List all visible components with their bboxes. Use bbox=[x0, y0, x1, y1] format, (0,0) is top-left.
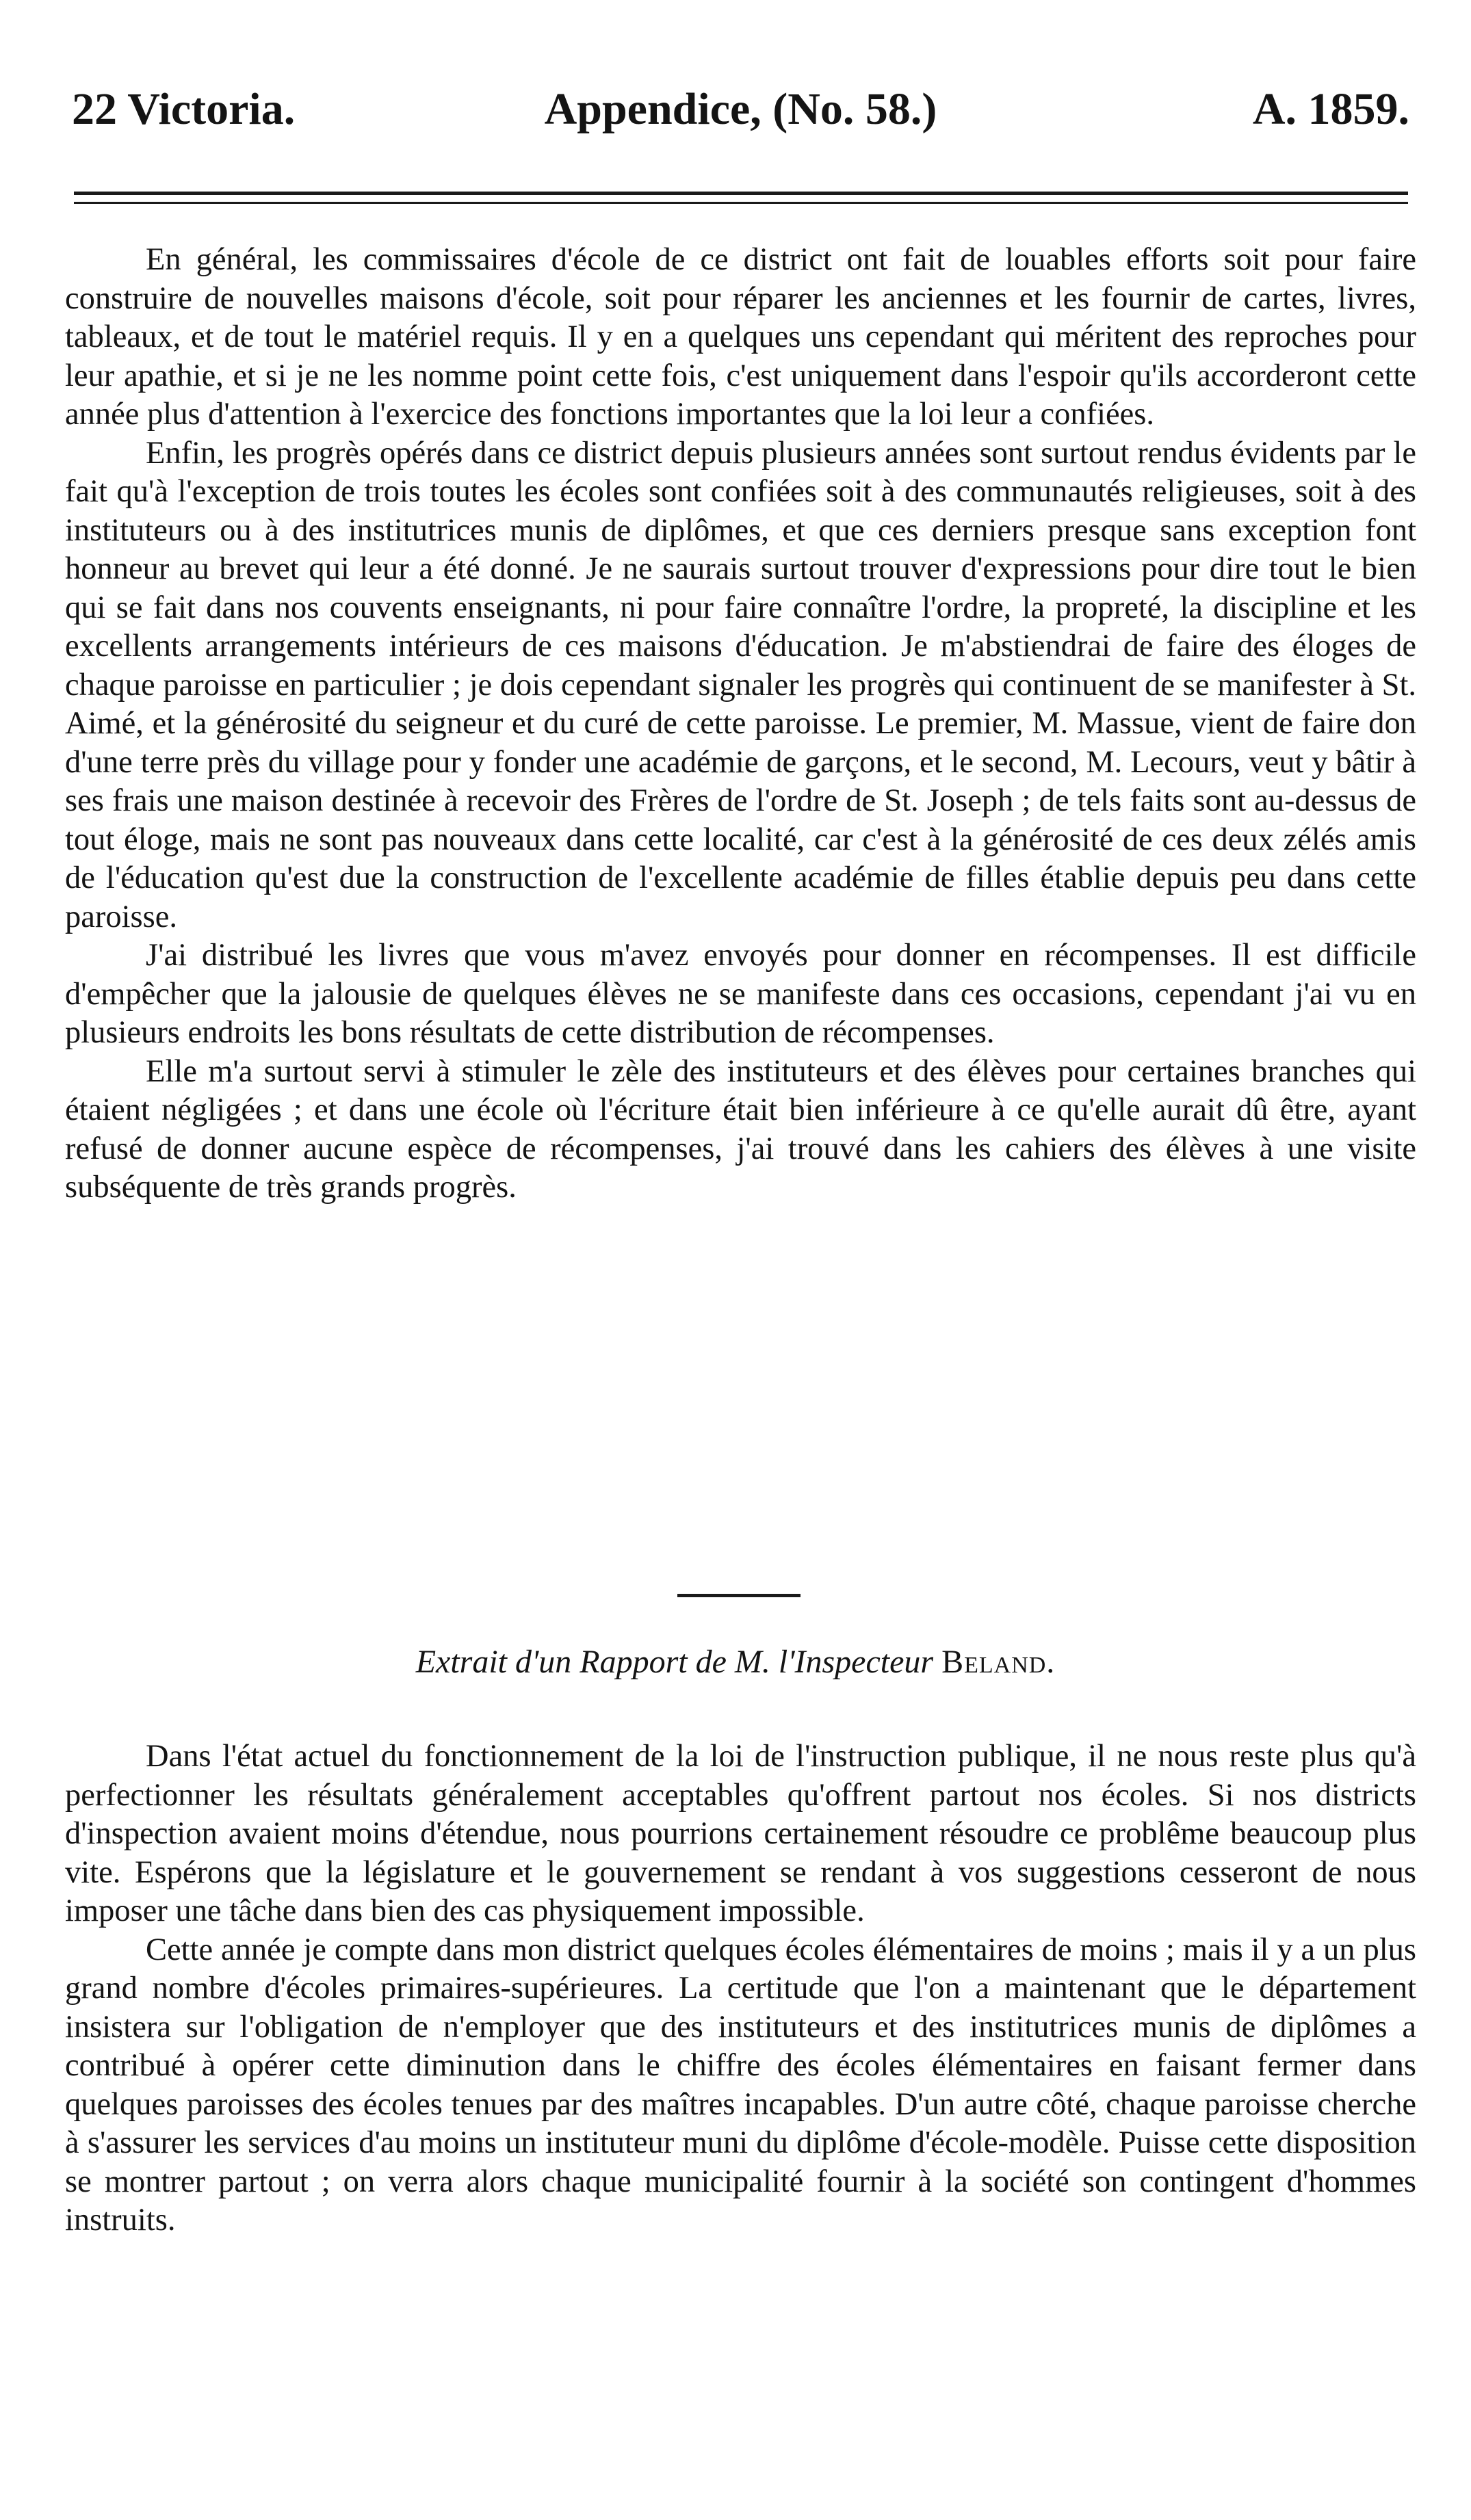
header-rule-thick bbox=[74, 192, 1408, 195]
report-section-2 bbox=[65, 1737, 1416, 2240]
report-section-1 bbox=[65, 241, 1416, 1207]
paragraph: Elle m'a surtout servi à stimuler le zèle des instituteurs et des élèves pour certaines branches qui étaient négligées ; et dans une école où l'écriture était bien inférieure à ce qu'elle aurait dû être, ayant refusé de donner aucune espèce de récompenses, j'ai trouvé dans les cahiers des élèves à une visite subséquente de très grands progrès. bbox=[65, 1053, 1416, 1205]
page-header bbox=[72, 82, 1409, 144]
header-session: 22 Victoria. bbox=[72, 84, 296, 134]
section-heading bbox=[0, 1642, 1471, 1683]
paragraph: Enfin, les progrès opérés dans ce district depuis plusieurs années sont surtout rendus évidents par le fait qu'à l'exception de trois toutes les écoles sont confiées soit à des communautés religieuses, soit à des instituteurs ou à des institutrices munis de diplômes, et que ces derniers presque sans exception font honneur au brevet qui leur a été donné. Je ne saurais surtout trouver d'expressions pour dire tout le bien qui se fait dans nos couvents enseignants, ni pour faire connaître l'ordre, la propreté, la discipline et les excellents arrangements intérieurs de ces maisons d'éducation. Je m'abstiendrai de faire des éloges de chaque paroisse en particulier ; je dois cependant signaler les progrès qui continuent de se manifester à St. Aimé, et la générosité du seigneur et du curé de cette paroisse. Le premier, M. Massue, vient de faire don d'une terre près du village pour y fonder une académie de garçons, et le second, M. Lecours, veut y bâtir à ses frais une maison destinée à recevoir des Frères de l'ordre de St. Joseph ; de tels faits sont au-dessus de tout éloge, mais ne sont pas nouveaux dans cette localité, car c'est à la générosité de ces deux zélés amis de l'éducation qu'est due la construction de l'excellente académie de filles établie depuis peu dans cette paroisse. bbox=[65, 435, 1416, 934]
header-rule-thin bbox=[74, 202, 1408, 204]
paragraph: J'ai distribué les livres que vous m'avez envoyés pour donner en récompenses. Il est difficile d'empêcher que la jalousie de quelques élèves ne se manifeste dans ces occasions, cependant j'ai vu en plusieurs endroits les bons résultats de cette distribution de récompenses. bbox=[65, 938, 1416, 1050]
header-year: A. 1859. bbox=[1252, 84, 1409, 134]
paragraph: Cette année je compte dans mon district quelques écoles élémentaires de moins ; mais il y a un plus grand nombre d'écoles primaires-supérieures. La certitude que l'on a maintenant que le département insistera sur l'obligation de n'employer que des instituteurs et des institutrices munis de diplômes a contribué à opérer cette diminution dans le chiffre des écoles élémentaires en faisant fermer dans quelques paroisses des écoles tenues par des maîtres incapables. D'un autre côté, chaque paroisse cherche à s'assurer les services d'au moins un instituteur muni du diplôme d'école-modèle. Puisse cette disposition se montrer partout ; on verra alors chaque municipalité fournir à la société son contingent d'hommes instruits. bbox=[65, 1932, 1416, 2237]
section-separator bbox=[677, 1594, 800, 1597]
paragraph: Dans l'état actuel du fonctionnement de la loi de l'instruction publique, il ne nous reste plus qu'à perfectionner les résultats généralement acceptables qu'offrent partout nos écoles. Si nos districts d'inspection avaient moins d'étendue, nous pourrions certainement résoudre ce problême beaucoup plus vite. Espérons que la législature et le gouvernement se rendant à vos suggestions cesseront de nous imposer une tâche dans bien des cas physiquement impossible. bbox=[65, 1739, 1416, 1928]
paragraph: En général, les commissaires d'école de ce district ont fait de louables efforts soit pour faire construire de nouvelles maisons d'école, soit pour réparer les anciennes et les fournir de cartes, livres, tableaux, et de tout le matériel requis. Il y en a quelques uns cependant qui méritent des reproches pour leur apathie, et si je ne les nomme point cette fois, c'est uniquement dans l'espoir qu'ils accorderont cette année plus d'attention à l'exercice des fonctions importantes que la loi leur a confiées. bbox=[65, 242, 1416, 432]
section-heading-italic: Extrait d'un Rapport de M. l'Inspecteur bbox=[415, 1644, 934, 1680]
header-appendix: Appendice, (No. 58.) bbox=[544, 84, 937, 134]
inspector-name: Beland. bbox=[941, 1644, 1056, 1680]
